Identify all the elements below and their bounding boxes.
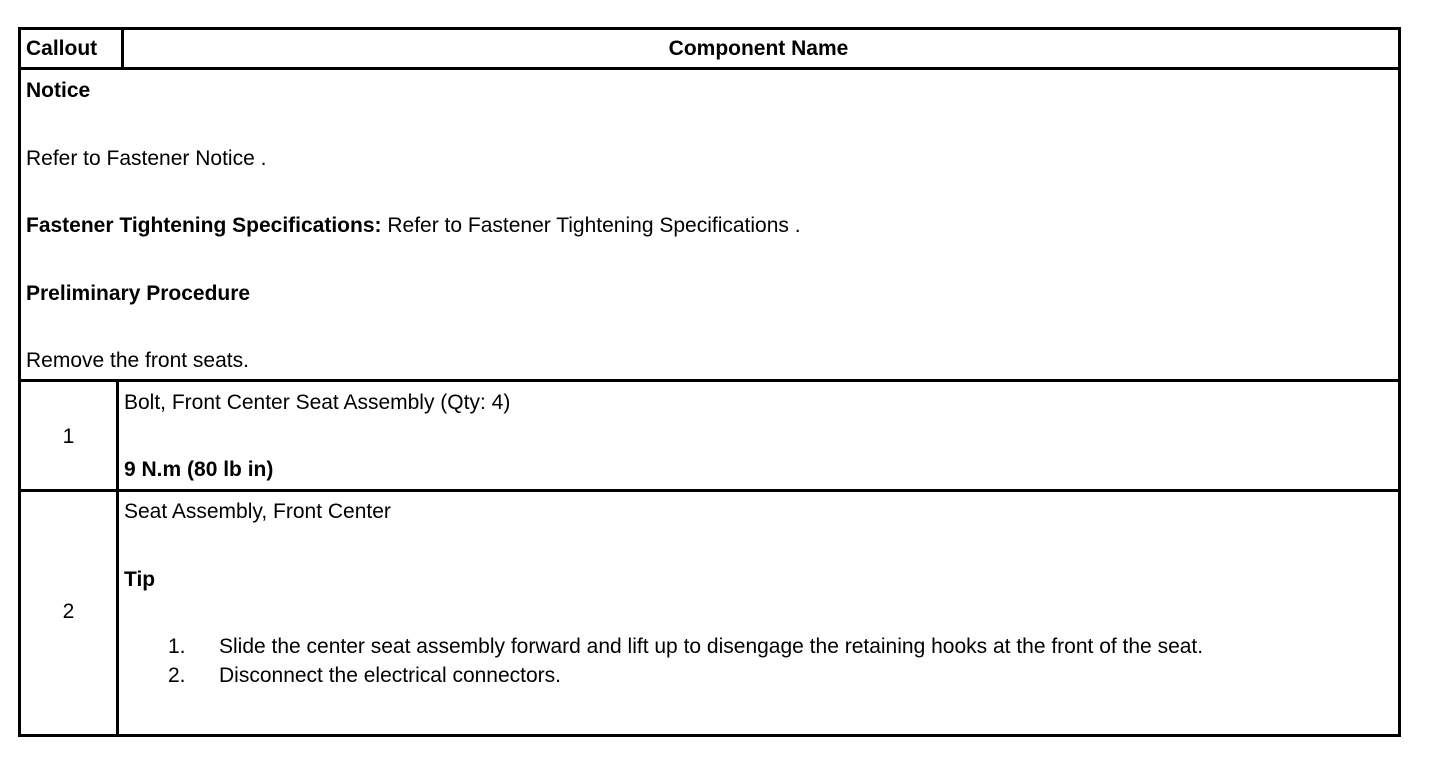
list-item: [119, 661, 1399, 690]
table-header-row: [21, 30, 1398, 70]
callout-cell: [21, 492, 119, 734]
tightening-spec-text: Refer to Fastener Tightening Specifications .: [381, 214, 801, 237]
tip-steps-list: [119, 632, 1399, 690]
callout-column-header: Callout: [21, 30, 124, 67]
component-name-column-header: Component Name: [668, 37, 849, 60]
step-text: Slide the center seat assembly forward and lift up to disengage the retaining hooks at the front of the seat.: [219, 635, 1204, 658]
list-item: [119, 632, 1399, 661]
callout-number: 1: [62, 425, 75, 448]
preliminary-procedure-text: Remove the front seats.: [26, 349, 249, 372]
torque-spec: 9 N.m (80 lb in): [124, 458, 274, 481]
component-cell: [119, 382, 1398, 489]
step-number: 2.: [168, 664, 186, 687]
component-name: Seat Assembly, Front Center: [124, 500, 391, 523]
tightening-spec-line: [26, 213, 801, 239]
tip-heading: Tip: [124, 568, 156, 591]
tightening-spec-label: Fastener Tightening Specifications:: [26, 214, 382, 237]
component-table: [18, 27, 1401, 737]
component-name: Bolt, Front Center Seat Assembly (Qty: 4): [124, 391, 511, 414]
table-row: [21, 492, 1398, 734]
fastener-notice-reference: Refer to Fastener Notice .: [26, 147, 267, 170]
step-number: 1.: [168, 635, 186, 658]
table-row: [21, 382, 1398, 492]
callout-cell: [21, 382, 119, 489]
callout-number: 2: [62, 600, 75, 623]
step-text: Disconnect the electrical connectors.: [219, 664, 561, 687]
notice-heading: Notice: [26, 79, 91, 102]
component-cell: [119, 492, 1398, 734]
preliminary-procedure-heading: Preliminary Procedure: [26, 282, 251, 305]
notice-row: [21, 70, 1398, 382]
